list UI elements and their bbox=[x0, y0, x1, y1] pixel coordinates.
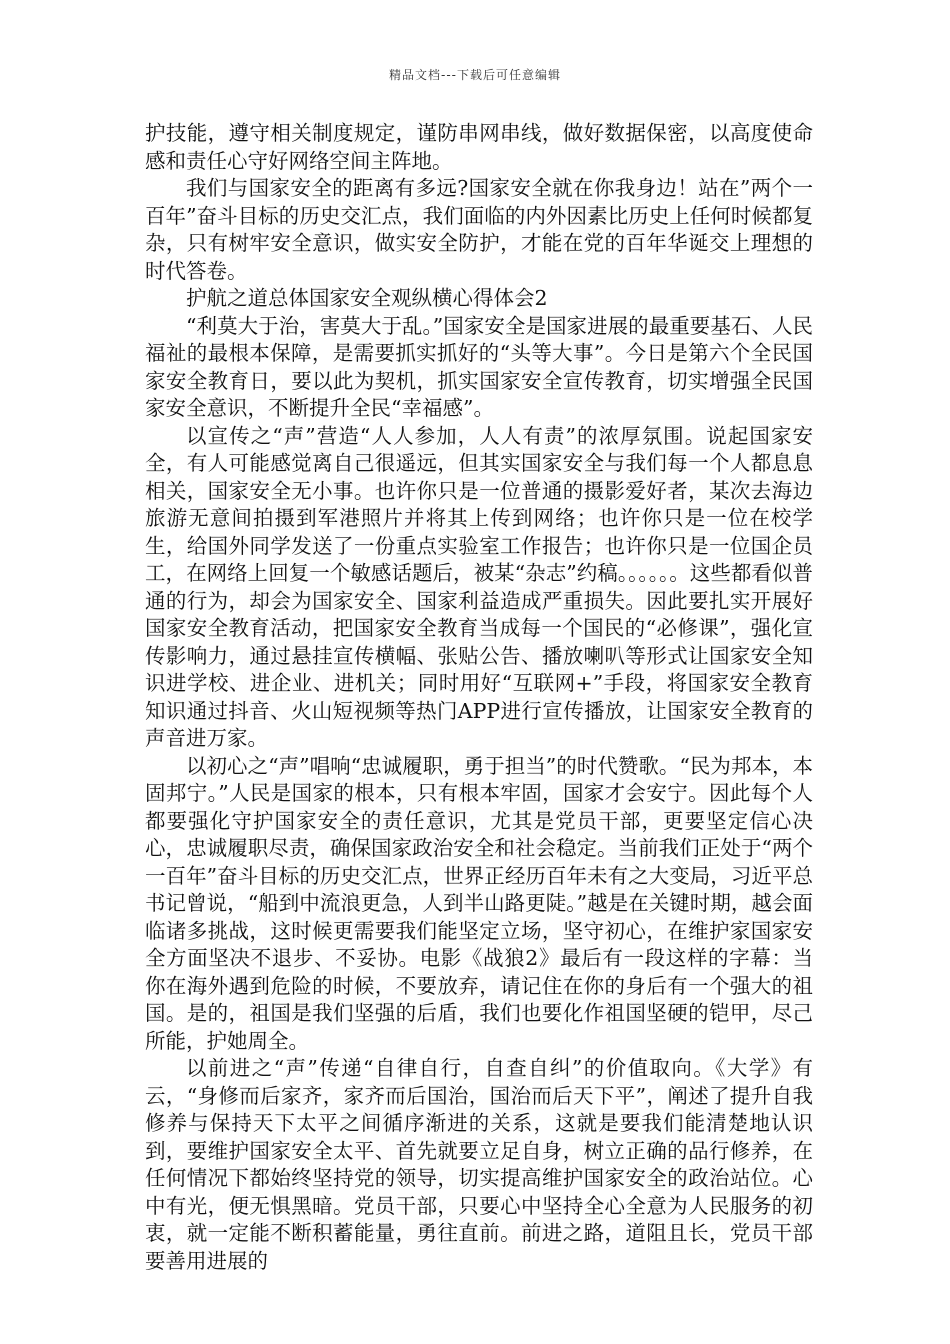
page-header: 精品文档---下载后可任意编辑 bbox=[389, 68, 561, 82]
section-title: 护航之道总体国家安全观纵横心得体会2 bbox=[186, 286, 548, 310]
paragraph-5: 以初心之“声”唱响“忠诚履职，勇于担当”的时代赞歌。“民为邦本，本固邦宁。”人民是国家的根本，只有根本牢固，国家才会安宁。因此每个人都要强化守护国家安全的责任意识，尤其是党员干部，更要坚定信心决心，忠诚履职尽责，确保国家政治安全和社会稳定。当前我们正处于“两个一百年”奋斗目标的历史交汇点，世界正经历百年未有之大变局，习近平总书记曾说，“船到中流浪更急，人到半山路更陡。”越是在关键时期，越会面临诸多挑战，这时候更需要我们能坚定立场，坚守初心，在维护家国家安全方面坚决不退步、不妥协。电影《战狼2》最后有一段这样的字幕：当你在海外遇到危险的时候，不要放弃，请记住在你的身后有一个强大的祖国。是的，祖国是我们坚强的后盾，我们也要化作祖国坚硬的铠甲，尽己所能，护她周全。 bbox=[145, 753, 813, 1053]
paragraph-4: 以宣传之“声”营造“人人参加，人人有责”的浓厚氛围。说起国家安全，有人可能感觉离自己很遥远，但其实国家安全与我们每一个人都息息相关，国家安全无小事。也许你只是一位普通的摄影爱好者，某次去海边旅游无意间拍摄到军港照片并将其上传到网络；也许你只是一位在校学生，给国外同学发送了一份重点实验室工作报告；也许你只是一位国企员工，在网络上回复一个敏感话题后，被某“杂志”约稿。。。。。。这些都看似普通的行为，却会为国家安全、国家利益造成严重损失。因此要扎实开展好国家安全教育活动，把国家安全教育当成每一个国民的“必修课”，强化宣传影响力，通过悬挂宣传横幅、张贴公告、播放喇叭等形式让国家安全知识进学校、进企业、进机关；同时用好“互联网+”手段，将国家安全教育知识通过抖音、火山短视频等热门APP进行宣传播放，让国家安全教育的声音进万家。 bbox=[145, 423, 813, 750]
document-body bbox=[145, 120, 813, 1275]
paragraph-2: 我们与国家安全的距离有多远?国家安全就在你我身边！站在”两个一百年”奋斗目标的历史交汇点，我们面临的内外因素比历史上任何时候都复杂，只有树牢安全意识，做实安全防护，才能在党的百年华诞交上理想的时代答卷。 bbox=[145, 176, 813, 283]
paragraph-1: 护技能，遵守相关制度规定，谨防串网串线，做好数据保密，以高度使命感和责任心守好网络空间主阵地。 bbox=[145, 121, 813, 173]
paragraph-3: “利莫大于治，害莫大于乱。”国家安全是国家进展的最重要基石、人民福祉的最根本保障，是需要抓实抓好的“头等大事”。今日是第六个全民国家安全教育日，要以此为契机，抓实国家安全宣传教育，切实增强全民国家安全意识，不断提升全民“幸福感”。 bbox=[145, 313, 813, 420]
paragraph-6: 以前进之“声”传递“自律自行，自查自纠”的价值取向。《大学》有云，“身修而后家齐，家齐而后国治，国治而后天下平”，阐述了提升自我修养与保持天下太平之间循序渐进的关系，这就是要我们能清楚地认识到，要维护国家安全太平、首先就要立足自身，树立正确的品行修养，在任何情况下都始终坚持党的领导，切实提高维护国家安全的政治站位。心中有光，便无惧黑暗。党员干部，只要心中坚持全心全意为人民服务的初衷，就一定能不断积蓄能量，勇往直前。前进之路，道阻且长，党员干部要善用进展的 bbox=[145, 1056, 813, 1273]
